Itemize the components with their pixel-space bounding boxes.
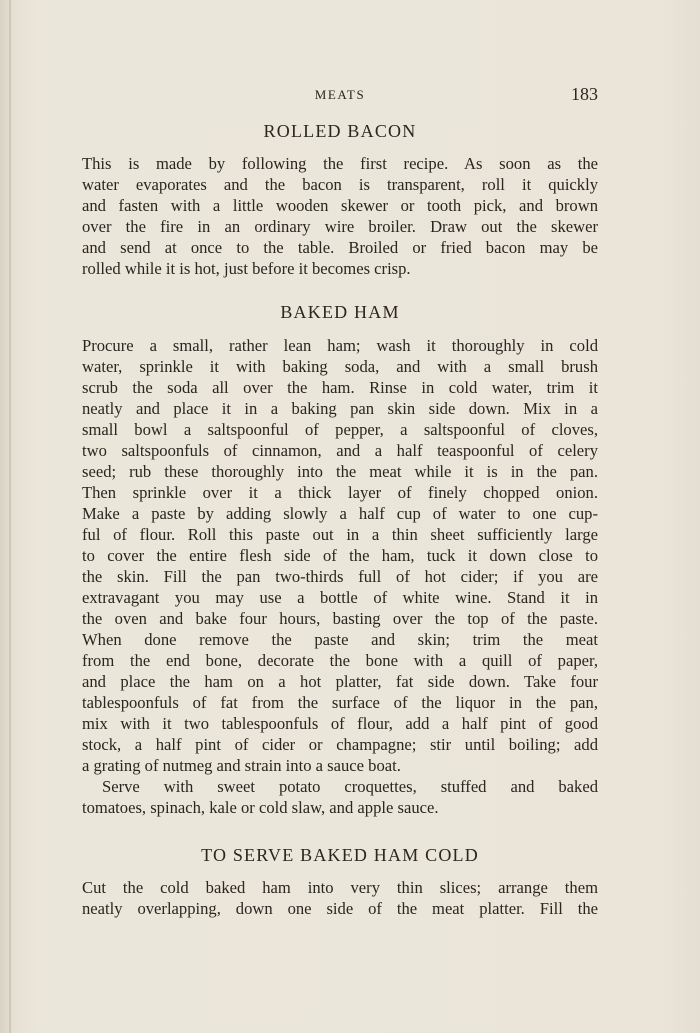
section-heading-to-serve-baked-ham-cold: TO SERVE BAKED HAM COLD (201, 845, 479, 865)
text-line: seed; rub these thoroughly into the meat while it is in the pan. (82, 462, 598, 481)
text-line: ful of flour. Roll this paste out in a thin sheet sufficiently large (82, 525, 598, 544)
text-line: Serve with sweet potato croquettes, stuffed and baked (102, 777, 598, 796)
text-line: stock, a half pint of cider or champagne; stir until boiling; add (82, 735, 598, 754)
text-line: and send at once to the table. Broiled or fried bacon may be (82, 238, 598, 257)
text-line: This is made by following the first recipe. As soon as the (82, 154, 598, 173)
text-line: two saltspoonfuls of cinnamon, and a half teaspoonful of celery (82, 441, 598, 460)
text-line: to cover the entire flesh side of the ham, tuck it down close to (82, 546, 598, 565)
text-line: Make a paste by adding slowly a half cup of water to one cup- (82, 504, 598, 523)
text-line: Procure a small, rather lean ham; wash it thoroughly in cold (82, 336, 598, 355)
text-line: from the end bone, decorate the bone with a quill of paper, (82, 651, 598, 670)
text-line: neatly and place it in a baking pan skin side down. Mix in a (82, 399, 598, 418)
text-line: a grating of nutmeg and strain into a sauce boat. (82, 756, 401, 775)
text-line: mix with it two tablespoonfuls of flour, add a half pint of good (82, 714, 598, 733)
text-line: and place the ham on a hot platter, fat side down. Take four (82, 672, 598, 691)
paragraph-baked-ham (82, 335, 598, 818)
text-line: scrub the soda all over the ham. Rinse in cold water, trim it (82, 378, 598, 397)
page-number: 183 (571, 84, 598, 104)
section-heading-rolled-bacon: ROLLED BACON (263, 121, 417, 141)
text-line: Then sprinkle over it a thick layer of finely chopped onion. (82, 483, 598, 502)
text-line: Cut the cold baked ham into very thin slices; arrange them (82, 878, 598, 897)
running-head: MEATS (314, 87, 366, 102)
text-line: When done remove the paste and skin; trim the meat (82, 630, 598, 649)
text-line: the skin. Fill the pan two-thirds full of hot cider; if you are (82, 567, 598, 586)
page-gutter (9, 0, 11, 1033)
text-line: extravagant you may use a bottle of white wine. Stand it in (82, 588, 598, 607)
text-line: water evaporates and the bacon is transparent, roll it quickly (82, 175, 598, 194)
page-header (80, 84, 600, 108)
text-line: tomatoes, spinach, kale or cold slaw, and apple sauce. (82, 798, 439, 817)
paragraph-to-serve-baked-ham-cold (82, 877, 598, 919)
text-line: water, sprinkle it with baking soda, and with a small brush (82, 357, 598, 376)
text-line: tablespoonfuls of fat from the surface of the liquor in the pan, (82, 693, 598, 712)
text-line: small bowl a saltspoonful of pepper, a saltspoonful of cloves, (82, 420, 598, 439)
text-line: rolled while it is hot, just before it becomes crisp. (82, 259, 411, 278)
text-line: the oven and bake four hours, basting over the top of the paste. (82, 609, 598, 628)
paragraph-rolled-bacon (82, 153, 598, 279)
section-heading-baked-ham: BAKED HAM (280, 302, 400, 322)
text-line: and fasten with a little wooden skewer or tooth pick, and brown (82, 196, 598, 215)
text-line: over the fire in an ordinary wire broiler. Draw out the skewer (82, 217, 598, 236)
text-line: neatly overlapping, down one side of the meat platter. Fill the (82, 899, 598, 918)
